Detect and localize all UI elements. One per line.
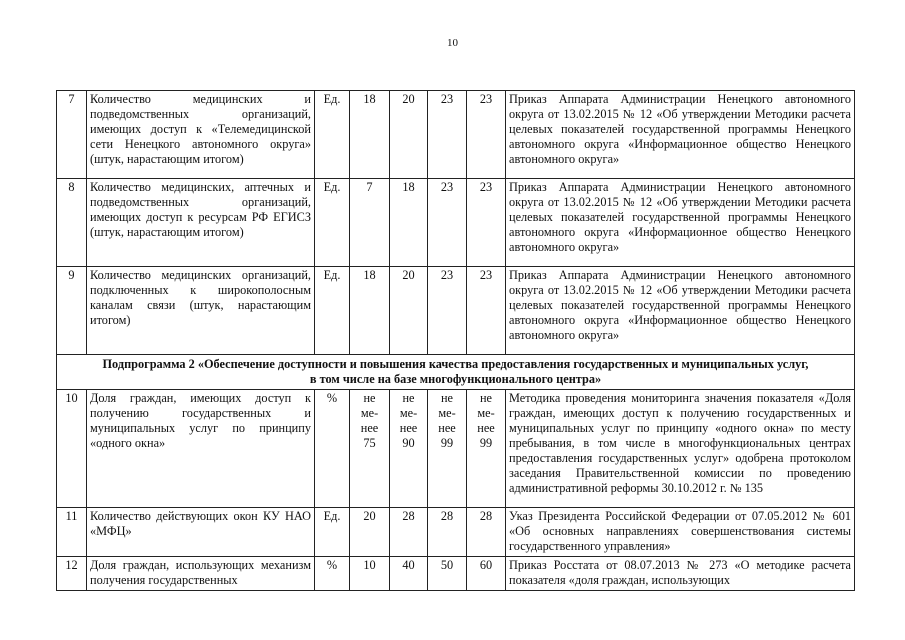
- value-line: не: [402, 391, 415, 405]
- table-row: [57, 267, 855, 355]
- value-line: нее: [399, 421, 418, 435]
- value-cell: 7: [350, 179, 390, 267]
- indicator-name: Количество медицинских, аптечных и подведомственных организаций, имеющих доступ к ресурсам РФ ЕГИСЗ (штук, нарастающим итогом): [87, 179, 315, 267]
- value-cell: 18: [390, 179, 428, 267]
- value-line: нее: [477, 421, 495, 435]
- row-number: 9: [57, 267, 87, 355]
- value-cell: 28: [467, 508, 506, 557]
- indicator-name: Доля граждан, использующих механизм получения государственных: [87, 557, 315, 591]
- value-cell: 18: [350, 267, 390, 355]
- value-cell: 20: [390, 267, 428, 355]
- source-document: Указ Президента Российской Федерации от 07.05.2012 № 601 «Об основных направлениях совершенствования системы государственного управления»: [506, 508, 855, 557]
- value-line: не: [440, 391, 454, 405]
- value-cell: 50: [428, 557, 467, 591]
- indicator-name: Доля граждан, имеющих доступ к получению государственных и муниципальных услуг по принципу «одного окна»: [87, 390, 315, 508]
- value-cell: 40: [390, 557, 428, 591]
- unit-cell: %: [315, 557, 350, 591]
- value-line: ме-: [360, 406, 379, 420]
- value-line: 90: [402, 436, 415, 450]
- value-cell: 20: [350, 508, 390, 557]
- value-cell: [350, 390, 390, 508]
- value-cell: 20: [390, 91, 428, 179]
- unit-cell: Ед.: [315, 179, 350, 267]
- unit-cell: %: [315, 390, 350, 508]
- subprogram-title: [57, 355, 855, 390]
- row-number: 7: [57, 91, 87, 179]
- value-line: ме-: [477, 406, 495, 420]
- subprogram-title-line2: в том числе на базе многофункционального центра»: [309, 372, 602, 386]
- value-cell: 23: [467, 179, 506, 267]
- value-line: не: [363, 391, 376, 405]
- value-cell: 23: [428, 267, 467, 355]
- unit-cell: Ед.: [315, 267, 350, 355]
- indicator-name: Количество действующих окон КУ НАО «МФЦ»: [87, 508, 315, 557]
- value-line: нее: [360, 421, 379, 435]
- source-document: Приказ Аппарата Администрации Ненецкого автономного округа от 13.02.2015 № 12 «Об утверждении Методики расчета целевых показателей государственной программы Ненецкого автономного округа «Информационное общество Ненецкого автономного округа»: [506, 91, 855, 179]
- value-cell: 23: [467, 91, 506, 179]
- value-line: не: [479, 391, 493, 405]
- row-number: 11: [57, 508, 87, 557]
- row-number: 12: [57, 557, 87, 591]
- table-row: [57, 508, 855, 557]
- subprogram-title-line1: Подпрограмма 2 «Обеспечение доступности и повышения качества предоставления государственных и муниципальных услуг,: [102, 357, 809, 371]
- value-cell: [428, 390, 467, 508]
- value-cell: 23: [428, 179, 467, 267]
- source-document: Приказ Росстата от 08.07.2013 № 273 «О методике расчета показателя «доля граждан, использующих: [506, 557, 855, 591]
- indicators-table: [56, 90, 855, 591]
- source-document: Приказ Аппарата Администрации Ненецкого автономного округа от 13.02.2015 № 12 «Об утверждении Методики расчета целевых показателей государственной программы Ненецкого автономного округа «Информационное общество Ненецкого автономного округа»: [506, 267, 855, 355]
- value-line: 99: [440, 436, 454, 450]
- source-document: Методика проведения мониторинга значения показателя «Доля граждан, имеющих доступ к получению государственных и муниципальных услуг по принципу «одного окна» по месту пребывания, в том числе в многофункциональных центрах предоставления государственных услуг» одобрена протоколом заседания Правительственной комиссии по проведению административной реформы 30.10.2012 г. № 135: [506, 390, 855, 508]
- value-line: нее: [438, 421, 456, 435]
- value-line: ме-: [438, 406, 456, 420]
- table-row: [57, 390, 855, 508]
- value-cell: 18: [350, 91, 390, 179]
- value-cell: 23: [428, 91, 467, 179]
- subprogram-header-row: [57, 355, 855, 390]
- unit-cell: Ед.: [315, 508, 350, 557]
- value-cell: [390, 390, 428, 508]
- value-line: ме-: [399, 406, 418, 420]
- table-row: [57, 91, 855, 179]
- row-number: 8: [57, 179, 87, 267]
- value-cell: 60: [467, 557, 506, 591]
- value-cell: 23: [467, 267, 506, 355]
- row-number: 10: [57, 390, 87, 508]
- value-line: 99: [479, 436, 493, 450]
- value-cell: [467, 390, 506, 508]
- value-cell: 10: [350, 557, 390, 591]
- indicator-name: Количество медицинских и подведомственных организаций, имеющих доступ к «Телемедицинской сети Ненецкого автономного округа» (штук, нарастающим итогом): [87, 91, 315, 179]
- unit-cell: Ед.: [315, 91, 350, 179]
- value-cell: 28: [428, 508, 467, 557]
- page-number: 10: [447, 37, 458, 49]
- table-row: [57, 557, 855, 591]
- table-row: [57, 179, 855, 267]
- indicator-name: Количество медицинских организаций, подключенных к широкополосным каналам связи (штук, нарастающим итогом): [87, 267, 315, 355]
- source-document: Приказ Аппарата Администрации Ненецкого автономного округа от 13.02.2015 № 12 «Об утверждении Методики расчета целевых показателей государственной программы Ненецкого автономного округа «Информационное общество Ненецкого автономного округа»: [506, 179, 855, 267]
- value-cell: 28: [390, 508, 428, 557]
- value-line: 75: [363, 436, 376, 450]
